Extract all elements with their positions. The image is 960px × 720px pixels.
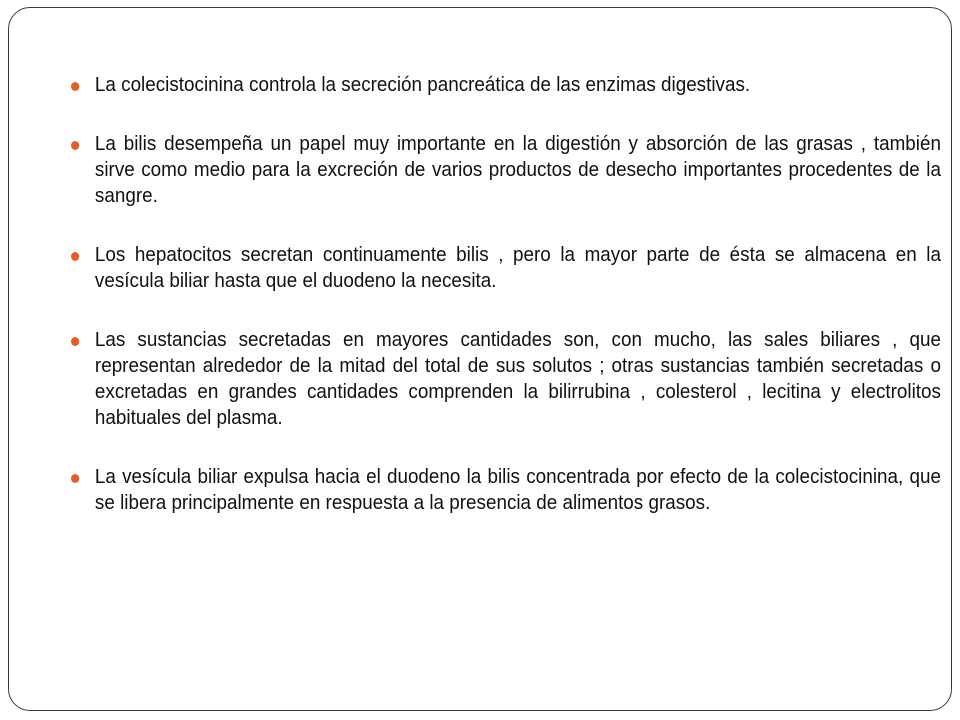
bullet-dot-icon	[71, 474, 79, 483]
bullet-text: Los hepatocitos secretan continuamente bilis , pero la mayor parte de ésta se almacena en la vesícula biliar hasta que el duodeno la necesita.	[94, 243, 941, 292]
bullet-dot-icon	[71, 337, 79, 346]
bullet-item-1	[71, 72, 941, 98]
bullet-text: La colecistocinina controla la secreción pancreática de las enzimas digestivas.	[94, 73, 751, 96]
slide-frame	[8, 7, 952, 711]
bullet-dot-icon	[71, 141, 79, 150]
bullet-text: Las sustancias secretadas en mayores cantidades son, con mucho, las sales biliares , que representan alrededor de la mitad del total de sus solutos ; otras sustancias también secretadas o excretadas en grandes cantidades comprenden la bilirrubina , colesterol , lecitina y electrolitos habituales del plasma.	[94, 328, 941, 429]
bullet-text: La bilis desempeña un papel muy importante en la digestión y absorción de las grasas , también sirve como medio para la excreción de varios productos de desecho importantes procedentes de la sangre.	[94, 132, 941, 207]
bullet-dot-icon	[71, 82, 79, 91]
bullet-item-3	[71, 242, 941, 294]
bullet-list	[71, 72, 941, 549]
bullet-text: La vesícula biliar expulsa hacia el duodeno la bilis concentrada por efecto de la colecistocinina, que se libera principalmente en respuesta a la presencia de alimentos grasos.	[94, 465, 941, 514]
bullet-item-5	[71, 464, 941, 516]
bullet-dot-icon	[71, 252, 79, 261]
bullet-item-2	[71, 131, 941, 209]
bullet-item-4	[71, 327, 941, 431]
